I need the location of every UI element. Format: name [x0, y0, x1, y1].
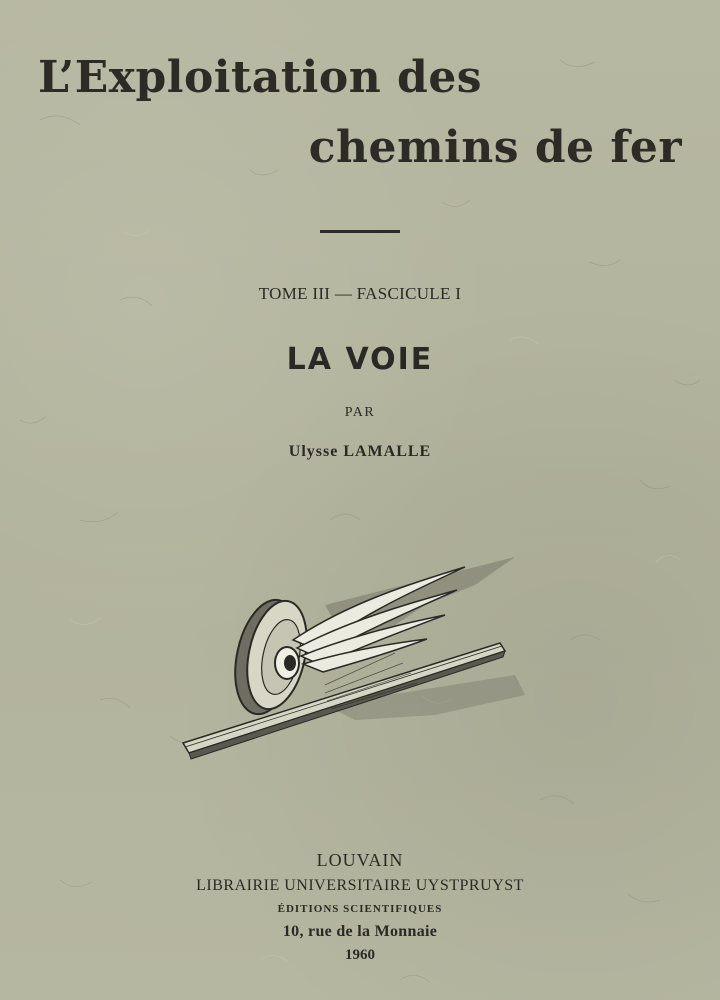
- publisher-city: LOUVAIN: [316, 850, 404, 870]
- publisher-name: LIBRAIRIE UNIVERSITAIRE UYSTPRUYST: [196, 877, 524, 894]
- publisher-address: 10, rue de la Monnaie: [282, 923, 438, 940]
- title-line-2: chemins de fer: [308, 122, 682, 173]
- volume-label: TOME III — FASCICULE I: [258, 284, 462, 303]
- publication-year: 1960: [345, 947, 375, 963]
- by-label: PAR: [344, 405, 376, 420]
- winged-wheel-icon: [175, 545, 535, 765]
- publisher-imprint: ÉDITIONS SCIENTIFIQUES: [277, 903, 443, 915]
- author-name: Ulysse LAMALLE: [288, 443, 432, 460]
- subject-heading: LA VOIE: [286, 342, 434, 377]
- title-divider: [320, 230, 400, 233]
- title-line-1: L’Exploitation des: [38, 52, 483, 103]
